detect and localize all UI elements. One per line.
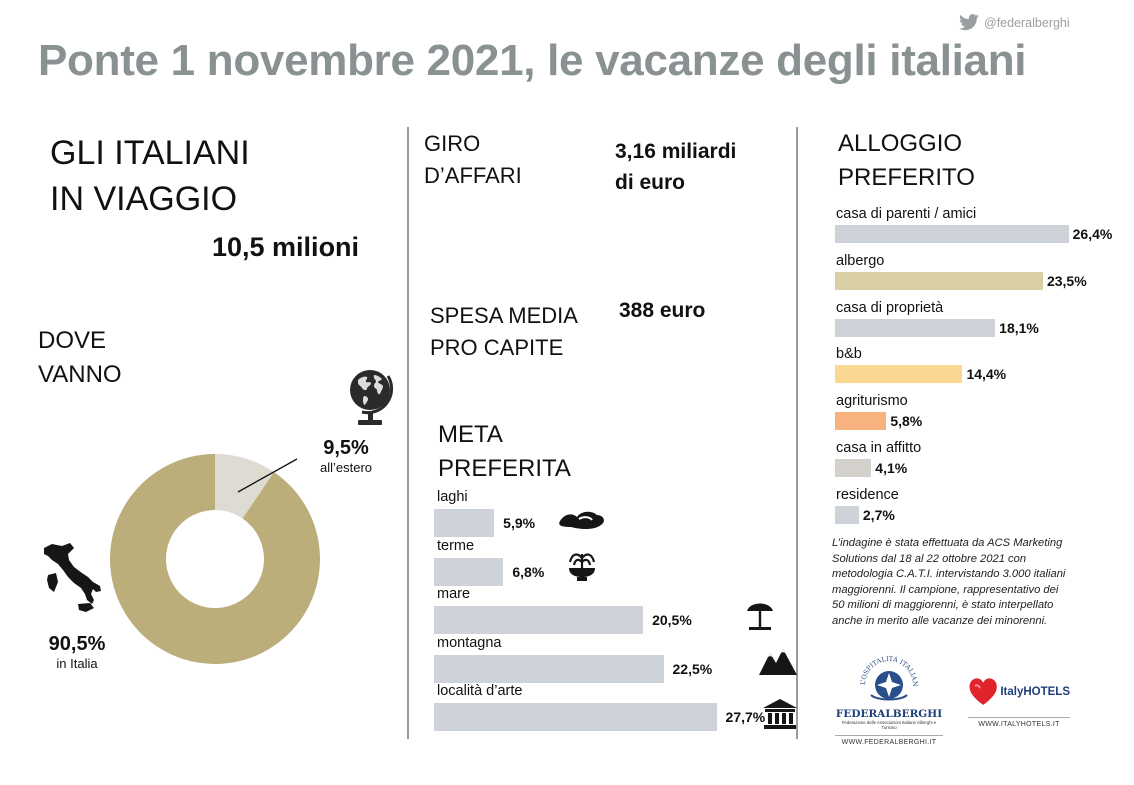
- heart-icon: [968, 672, 998, 712]
- destination-value: 6,8%: [512, 563, 545, 580]
- italy-label-group: [44, 633, 110, 671]
- destination-bar: [434, 558, 503, 586]
- accommodation-label: residence: [836, 486, 899, 503]
- accommodation-bar: [835, 319, 995, 337]
- destination-heading: [438, 418, 571, 486]
- accommodation-label: casa in affitto: [836, 440, 922, 456]
- page-title: Ponte 1 novembre 2021, le vacanze degli italiani: [38, 36, 1027, 85]
- accommodation-label: agriturismo: [836, 393, 908, 410]
- accommodation-bar: [835, 412, 886, 430]
- accommodation-value: 23,5%: [1046, 272, 1087, 289]
- turnover-heading-line1: GIRO: [424, 131, 481, 156]
- accommodation-heading-line1: ALLOGGIO: [838, 130, 963, 157]
- accommodation-value: 14,4%: [966, 366, 1007, 383]
- accommodation-bar: [835, 225, 1069, 243]
- accommodation-value: 18,1%: [999, 319, 1039, 336]
- spending-heading-line2: PRO CAPITE: [430, 335, 564, 360]
- spending-heading: [430, 300, 578, 364]
- beach-umbrella-icon: [744, 598, 776, 632]
- separator-left: [407, 127, 409, 739]
- destination-value: 27,7%: [725, 709, 766, 725]
- destination-label: terme: [437, 537, 475, 554]
- accommodation-value: 4,1%: [875, 460, 908, 476]
- destination-heading-line2: PREFERITA: [438, 455, 571, 482]
- accommodation-value: 2,7%: [862, 506, 895, 523]
- accommodation-value: 26,4%: [1072, 226, 1113, 242]
- federalberghi-url: WWW.FEDERALBERGHI.IT: [835, 735, 943, 746]
- destination-value: 20,5%: [652, 612, 692, 628]
- destination-heading-line1: META: [438, 421, 503, 448]
- accommodation-value: 5,8%: [890, 413, 923, 430]
- accommodation-heading: [838, 127, 975, 195]
- accommodation-bar: [835, 459, 871, 477]
- italy-label: in Italia: [56, 656, 98, 671]
- federalberghi-name: FEDERALBERGHI: [835, 708, 943, 720]
- spending-heading-line1: SPESA MEDIA: [430, 303, 578, 328]
- where-heading-line1: DOVE: [38, 327, 107, 354]
- spending-value: 388 euro: [619, 299, 706, 322]
- federalberghi-emblem: [857, 655, 921, 703]
- accommodation-bar: [835, 365, 962, 383]
- destination-value: 5,9%: [503, 515, 536, 531]
- where-heading: [38, 324, 122, 392]
- destination-bar: [434, 606, 643, 634]
- temple-icon: [761, 697, 799, 731]
- travelers-value: 10,5 milioni: [212, 232, 360, 262]
- destination-label: montagna: [437, 634, 502, 651]
- italy-percent: 90,5%: [48, 633, 106, 655]
- survey-note: L’indagine è stata effettuata da ACS Marketing Solutions dal 18 al 22 ottobre 2021 con metodologia C.A.T.I. intervistando 3.000 italiani maggiorenni. Il campione, rappresentativo dei 50 milioni di maggiorenni, è stato interpellato anche in merito alle vacanze dei minorenni.: [832, 537, 1066, 627]
- italyhotels-url: WWW.ITALYHOTELS.IT: [968, 717, 1070, 728]
- globe-icon: [344, 366, 402, 428]
- accommodation-bar: [835, 272, 1043, 290]
- federalberghi-tagline: Federazione delle Associazioni Italiane Alberghi e Turismo: [841, 720, 937, 730]
- turnover-value-line2: di euro: [615, 171, 686, 194]
- abroad-label: all’estero: [320, 460, 373, 475]
- accommodation-label: casa di proprietà: [836, 299, 944, 316]
- destination-bar: [434, 509, 494, 537]
- destination-bar: [434, 703, 717, 731]
- abroad-percent: 9,5%: [323, 437, 369, 459]
- destination-label: laghi: [437, 489, 468, 505]
- destination-label: località d’arte: [437, 683, 523, 699]
- twitter-handle-text: @federalberghi: [984, 16, 1070, 30]
- twitter-handle: [958, 14, 1070, 32]
- mountain-icon: [758, 645, 798, 677]
- turnover-heading: [424, 128, 522, 192]
- fountain-icon: [565, 548, 599, 582]
- abroad-label-group: [320, 437, 372, 475]
- travelers-heading: [50, 130, 250, 222]
- federalberghi-logo: [835, 655, 943, 746]
- turnover-value-line1: 3,16 miliardi: [615, 140, 737, 163]
- italyhotels-logo: [968, 672, 1070, 728]
- accommodation-bar: [835, 506, 859, 524]
- lake-icon: [557, 507, 607, 535]
- turnover-value: [615, 136, 736, 198]
- accommodation-label: casa di parenti / amici: [836, 206, 977, 222]
- italyhotels-name: ItalyHOTELS: [1000, 686, 1070, 698]
- destination-label: mare: [437, 586, 471, 602]
- italy-map-icon: [38, 540, 108, 618]
- accommodation-label: albergo: [836, 252, 885, 269]
- twitter-icon: [958, 14, 980, 32]
- accommodation-heading-line2: PREFERITO: [838, 164, 975, 191]
- travelers-heading-line1: GLI ITALIANI: [50, 134, 250, 172]
- turnover-heading-line2: D’AFFARI: [424, 163, 522, 188]
- travelers-heading-line2: IN VIAGGIO: [50, 180, 238, 218]
- where-heading-line2: VANNO: [38, 361, 122, 388]
- federalberghi-arc-text: L’OSPITALITÀ ITALIAN: [858, 655, 920, 687]
- abroad-leader-line: [235, 456, 305, 496]
- accommodation-label: b&b: [836, 346, 862, 363]
- destination-value: 22,5%: [672, 660, 713, 677]
- destination-bar: [434, 655, 664, 683]
